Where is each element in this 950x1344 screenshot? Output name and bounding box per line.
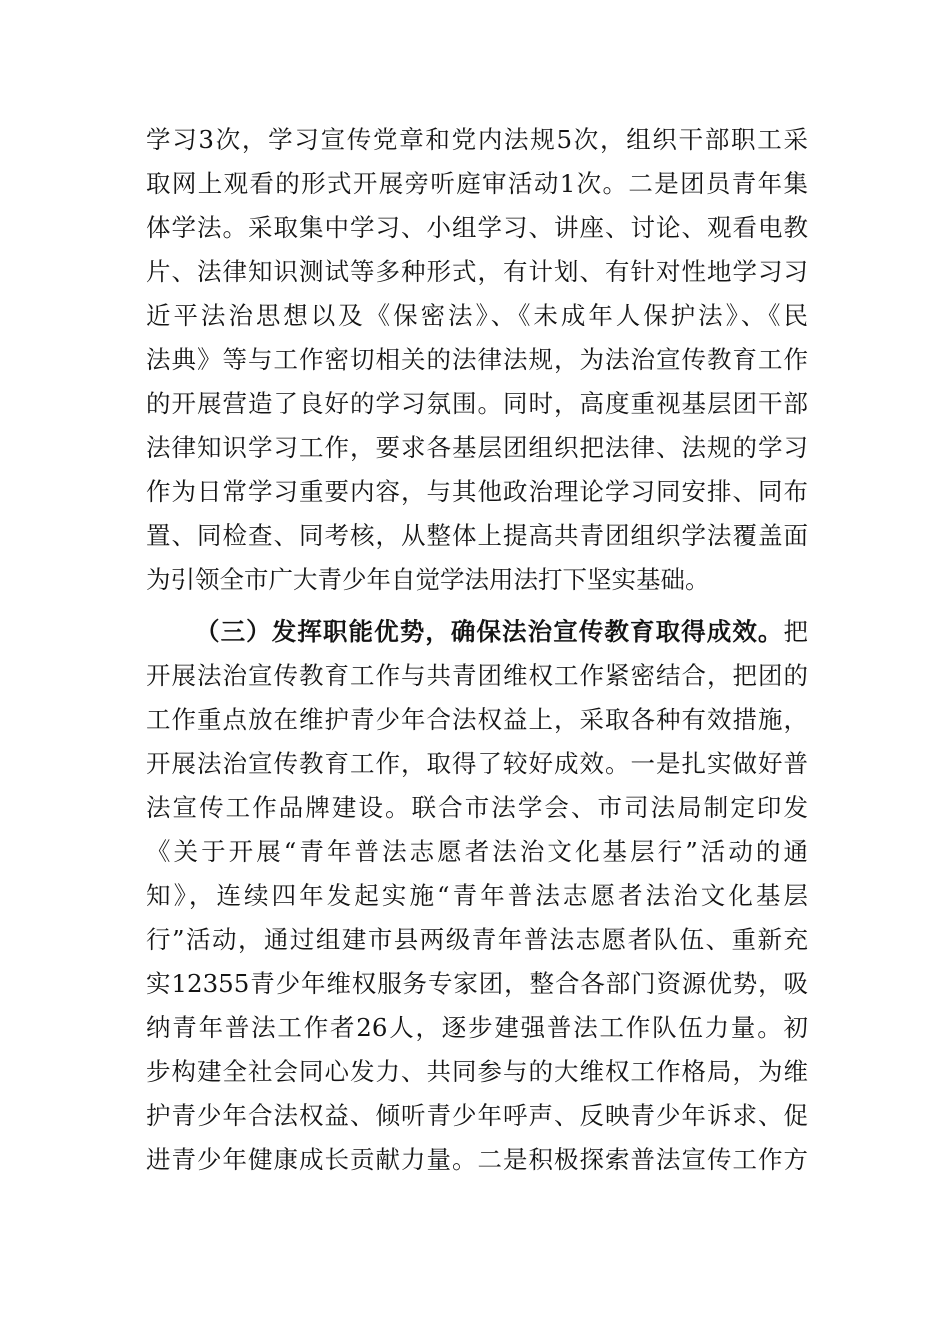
paragraph-line: 实12355青少年维权服务专家团，整合各部门资源优势，吸: [146, 969, 808, 998]
paragraph-line: 知》，连续四年发起实施“青年普法志愿者法治文化基层: [146, 881, 808, 910]
paragraph-line: 《关于开展“青年普法志愿者法治文化基层行”活动的通: [146, 837, 808, 866]
paragraph-line: 学习3次，学习宣传党章和党内法规5次，组织干部职工采: [146, 125, 808, 154]
paragraph-line: 开展法治宣传教育工作，取得了较好成效。一是扎实做好普: [146, 749, 808, 778]
paragraph-line: 进青少年健康成长贡献力量。二是积极探索普法宣传工作方: [146, 1145, 808, 1174]
section-heading-line: [195, 610, 808, 654]
paragraph-line: 开展法治宣传教育工作与共青团维权工作紧密结合，把团的: [146, 661, 808, 690]
paragraph-line: 取网上观看的形式开展旁听庭审活动1次。二是团员青年集: [146, 169, 808, 198]
paragraph-line: 步构建全社会同心发力、共同参与的大维权工作格局，为维: [146, 1057, 808, 1086]
paragraph-line: 为引领全市广大青少年自觉学法用法打下坚实基础。: [146, 565, 710, 594]
paragraph-line: 法律知识学习工作，要求各基层团组织把法律、法规的学习: [146, 433, 808, 462]
heading-line-continuation: 把: [783, 617, 808, 646]
paragraph-line: 法宣传工作品牌建设。联合市法学会、市司法局制定印发: [146, 793, 808, 822]
paragraph-line: 护青少年合法权益、倾听青少年呼声、反映青少年诉求、促: [146, 1101, 808, 1130]
paragraph-line: 近平法治思想以及《保密法》、《未成年人保护法》、《民: [146, 301, 808, 330]
paragraph-line: 片、法律知识测试等多种形式，有计划、有针对性地学习习: [146, 257, 808, 286]
paragraph-line: 的开展营造了良好的学习氛围。同时，高度重视基层团干部: [146, 389, 808, 418]
paragraph-line: 置、同检查、同考核，从整体上提高共青团组织学法覆盖面: [146, 521, 808, 550]
paragraph-line: 工作重点放在维护青少年合法权益上，采取各种有效措施，: [146, 705, 808, 734]
paragraph-line: 行”活动，通过组建市县两级青年普法志愿者队伍、重新充: [146, 925, 808, 954]
paragraph-line: 纳青年普法工作者26人，逐步建强普法工作队伍力量。初: [146, 1013, 808, 1042]
section-heading: （三）发挥职能优势，确保法治宣传教育取得成效。: [195, 617, 784, 646]
paragraph-line: 作为日常学习重要内容，与其他政治理论学习同安排、同布: [146, 477, 808, 506]
paragraph-line: 法典》等与工作密切相关的法律法规，为法治宣传教育工作: [146, 345, 808, 374]
paragraph-line: 体学法。采取集中学习、小组学习、讲座、讨论、观看电教: [146, 213, 808, 242]
